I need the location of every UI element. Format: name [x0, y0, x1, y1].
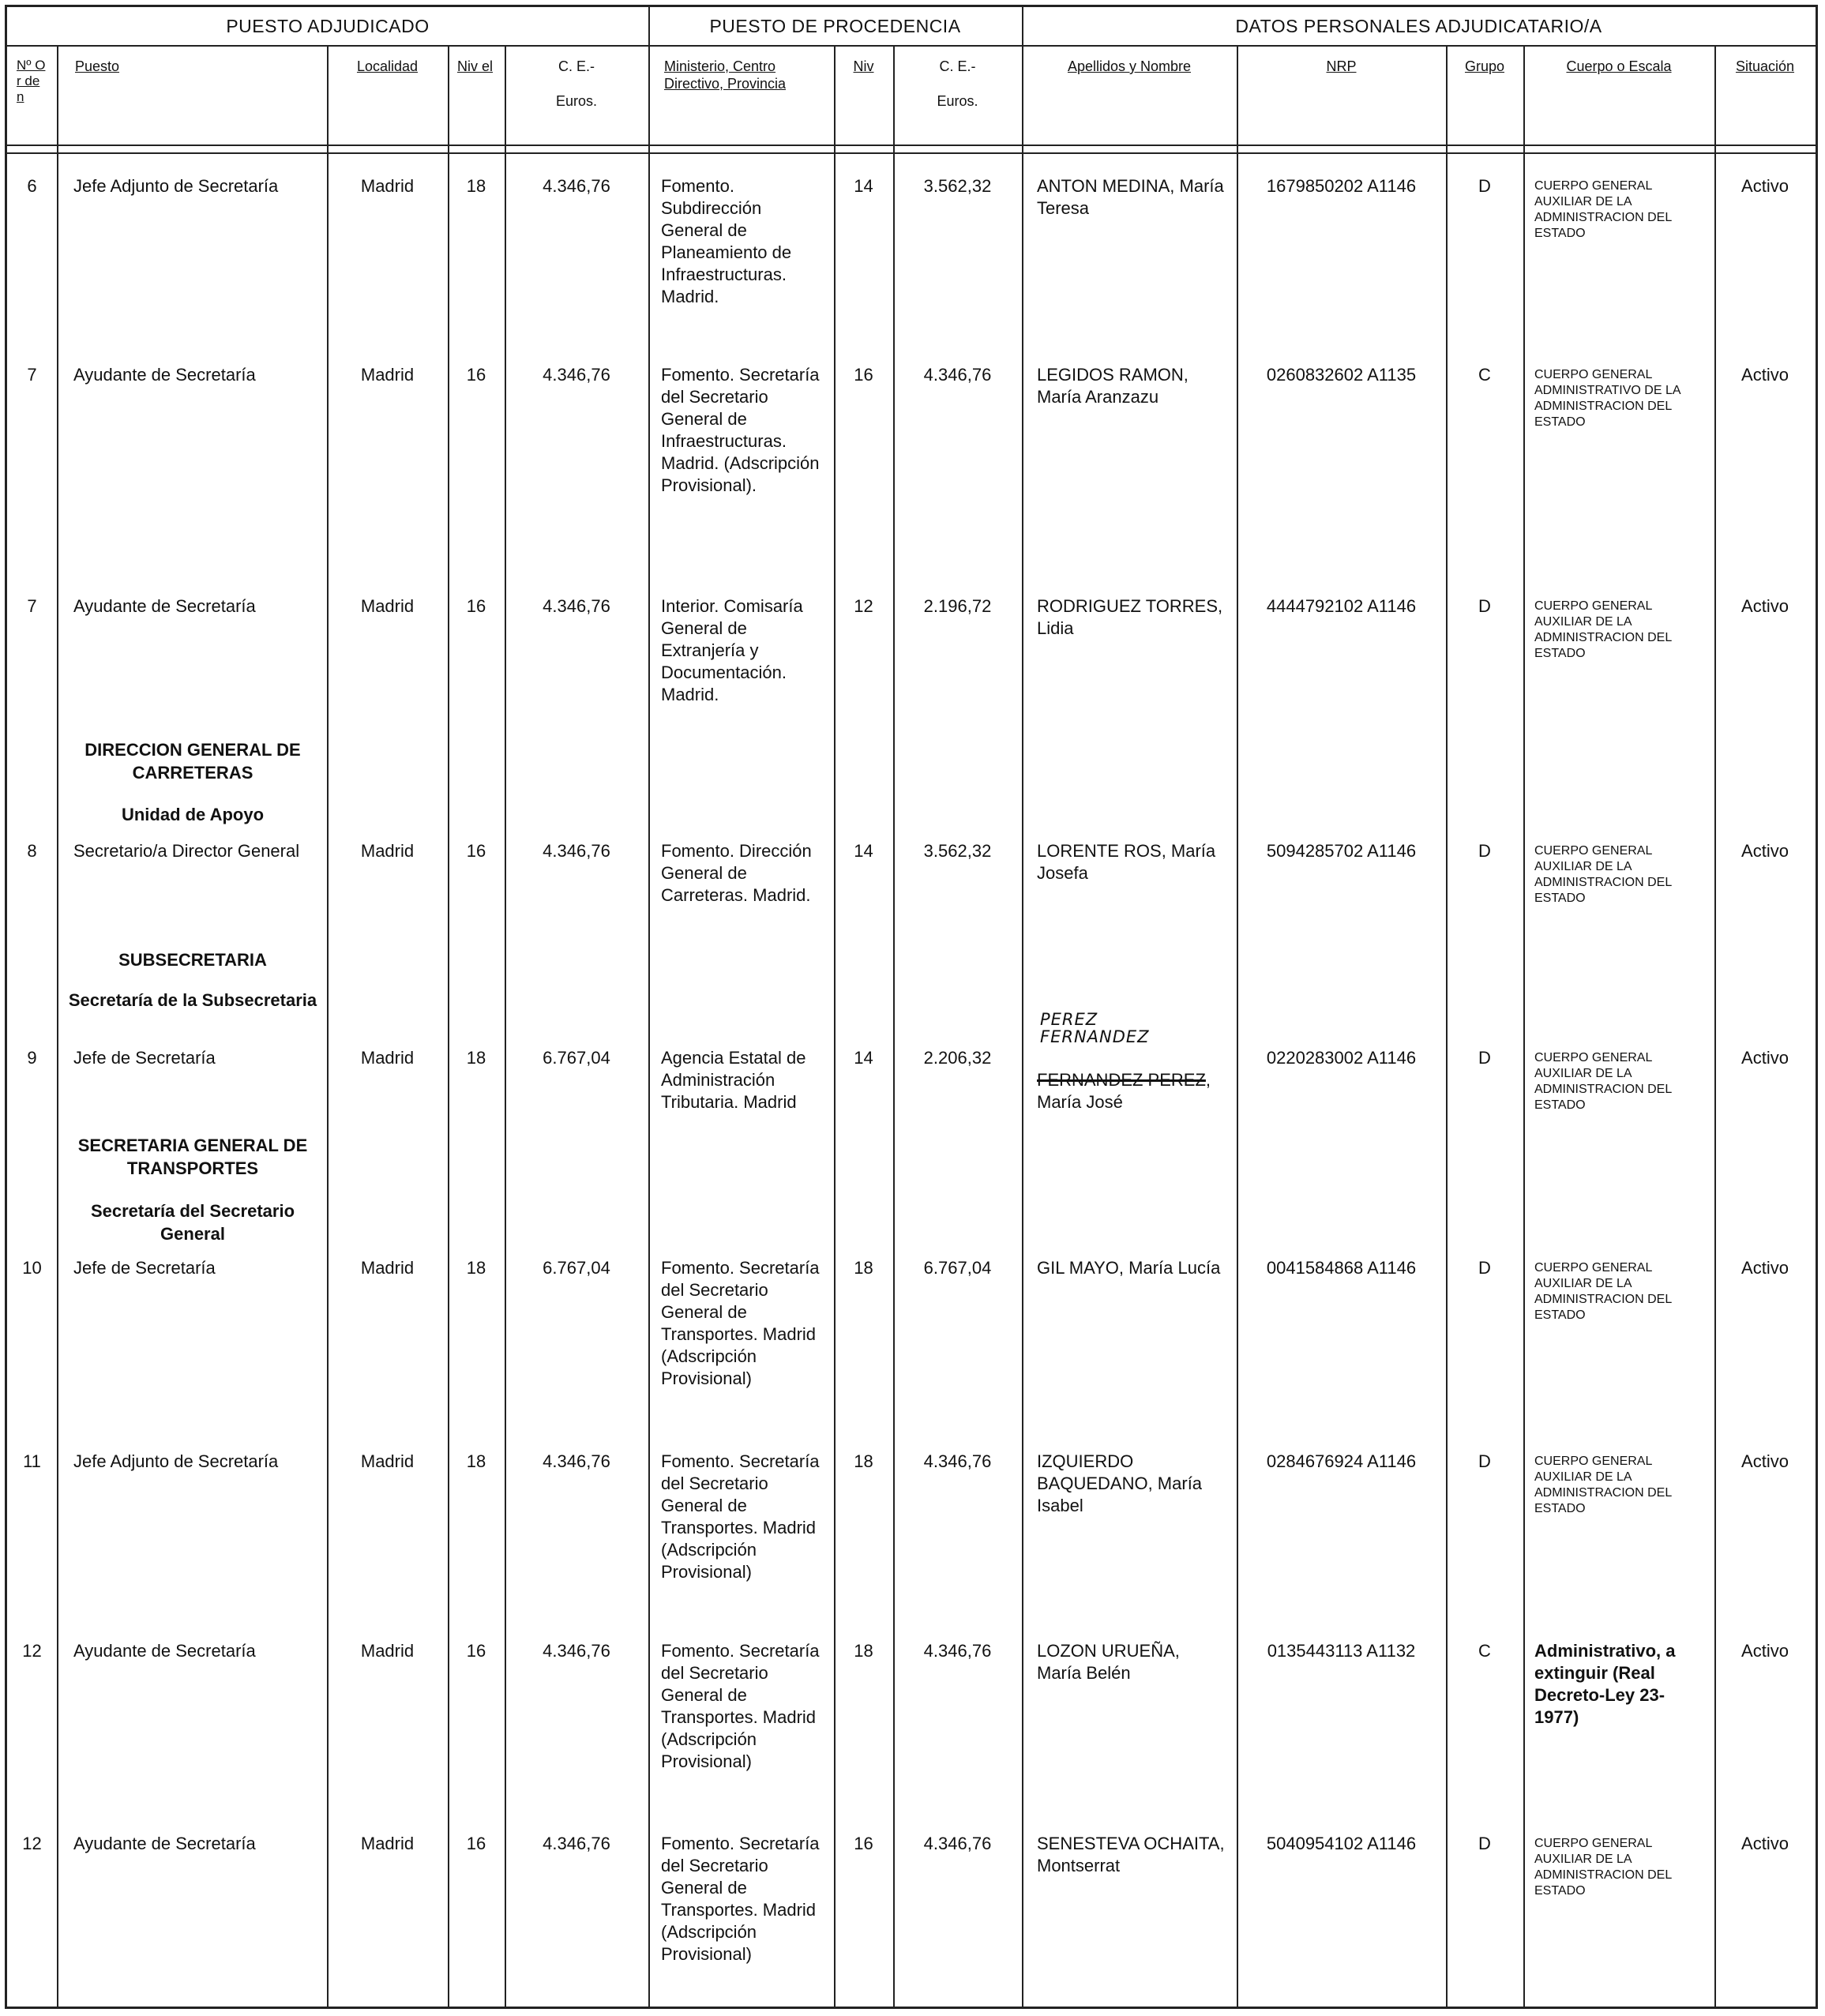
cell-orden: 10: [22, 1258, 42, 1278]
cell-nrp: 0041584868 A1146: [1266, 1258, 1417, 1278]
cell-ce2: 4.346,76: [923, 365, 992, 385]
cell-grupo: D: [1478, 1258, 1491, 1278]
group-header-puesto-adjudicado: PUESTO ADJUDICADO: [226, 16, 430, 36]
cell-localidad: Madrid: [360, 841, 415, 861]
cell-puesto: Jefe Adjunto de Secretaría: [73, 1451, 279, 1471]
header-ce-label: C. E.-: [558, 58, 595, 74]
cell-ce2: 4.346,76: [923, 1641, 992, 1661]
cell-grupo: D: [1478, 176, 1491, 196]
cell-niv: 18: [854, 1258, 873, 1278]
cell-localidad: Madrid: [360, 365, 415, 385]
cell-situacion: Activo: [1741, 1641, 1789, 1661]
cell-nombre: LOZON URUEÑA, María Belén: [1037, 1641, 1180, 1683]
cell-situacion: Activo: [1741, 596, 1789, 616]
cell-niv: 16: [854, 365, 873, 385]
cell-procedencia: Fomento. Secretaría del Secretario General de Transportes. Madrid (Adscripción Provisional): [661, 1258, 820, 1388]
column-header-rule-double: [7, 152, 1816, 154]
col-rule: [1446, 45, 1448, 2007]
header-ce2-unit: Euros.: [937, 93, 978, 109]
header-orden: Nº Or de n: [17, 58, 46, 104]
cell-niv: 14: [854, 1048, 873, 1068]
cell-nivel: 16: [466, 596, 486, 616]
cell-cuerpo: CUERPO GENERAL AUXILIAR DE LA ADMINISTRACION DEL ESTADO: [1534, 1051, 1672, 1112]
cell-localidad: Madrid: [360, 1048, 415, 1068]
cell-niv: 12: [854, 596, 873, 616]
cell-localidad: Madrid: [360, 176, 415, 196]
cell-niv: 16: [854, 1834, 873, 1853]
cell-nombre: SENESTEVA OCHAITA, Montserrat: [1037, 1834, 1225, 1875]
cell-puesto: Ayudante de Secretaría: [73, 1834, 256, 1853]
cell-procedencia: Agencia Estatal de Administración Tributaria. Madrid: [661, 1048, 806, 1112]
struck-name: FERNANDEZ PEREZ: [1037, 1070, 1206, 1090]
cell-situacion: Activo: [1741, 365, 1789, 385]
cell-nombre: LORENTE ROS, María Josefa: [1037, 841, 1216, 883]
cell-ce2: 4.346,76: [923, 1451, 992, 1471]
cell-nrp: 0284676924 A1146: [1266, 1451, 1417, 1471]
header-niv: Niv: [853, 58, 874, 74]
col-rule: [893, 45, 895, 2007]
handwritten-correction-line1: PEREZ: [1040, 1010, 1098, 1029]
cell-ce2: 2.206,32: [923, 1048, 992, 1068]
cell-situacion: Activo: [1741, 1834, 1789, 1853]
cell-nrp: 5094285702 A1146: [1266, 841, 1417, 861]
cell-nombre: [1032, 1069, 1234, 1113]
cell-ce: 4.346,76: [543, 841, 610, 861]
group-rule: [648, 7, 650, 2007]
cell-nombre: LEGIDOS RAMON, María Aranzazu: [1037, 365, 1189, 407]
cell-situacion: Activo: [1741, 841, 1789, 861]
cell-ce2: 4.346,76: [923, 1834, 992, 1853]
cell-nivel: 16: [466, 1641, 486, 1661]
cell-nrp: 5040954102 A1146: [1266, 1834, 1417, 1853]
cell-nrp: 1679850202 A1146: [1266, 176, 1417, 196]
col-rule: [327, 45, 329, 2007]
cell-grupo: C: [1478, 365, 1491, 385]
section-heading: SECRETARIA GENERAL DE TRANSPORTES: [77, 1136, 308, 1178]
cell-nombre: GIL MAYO, María Lucía: [1037, 1258, 1221, 1278]
header-nivel: Niv el: [457, 58, 494, 74]
cell-nivel: 18: [466, 1258, 486, 1278]
cell-situacion: Activo: [1741, 1258, 1789, 1278]
header-ce2-label: C. E.-: [939, 58, 976, 74]
group-header-datos-personales: DATOS PERSONALES ADJUDICATARIO/A: [1235, 16, 1602, 36]
header-ce-procedencia: [893, 58, 1022, 110]
cell-nivel: 16: [466, 1834, 486, 1853]
cell-grupo: C: [1478, 1641, 1491, 1661]
cell-procedencia: Fomento. Secretaría del Secretario General de Infraestructuras. Madrid. (Adscripción Provisional).: [661, 365, 820, 495]
col-rule: [1714, 45, 1716, 2007]
header-apellidos: Apellidos y Nombre: [1067, 58, 1192, 74]
cell-ce: 4.346,76: [543, 176, 610, 196]
cell-ce2: 3.562,32: [923, 176, 992, 196]
cell-nrp: 4444792102 A1146: [1266, 596, 1417, 616]
column-header-rule: [7, 145, 1816, 146]
cell-ce2: 6.767,04: [923, 1258, 992, 1278]
cell-procedencia: Fomento. Subdirección General de Planeamiento de Infraestructuras. Madrid.: [661, 176, 792, 306]
cell-niv: 18: [854, 1641, 873, 1661]
header-grupo: Grupo: [1464, 58, 1505, 74]
header-ministerio: Ministerio, Centro Directivo, Provincia: [664, 58, 787, 92]
cell-orden: 8: [27, 841, 37, 861]
header-ce: [505, 58, 648, 110]
cell-nombre: RODRIGUEZ TORRES, Lidia: [1037, 596, 1223, 638]
col-rule: [1523, 45, 1525, 2007]
cell-puesto: Ayudante de Secretaría: [73, 365, 256, 385]
cell-orden: 11: [23, 1451, 41, 1471]
group-header-rule: [7, 45, 1816, 47]
cell-orden: 6: [27, 176, 37, 196]
cell-puesto: Secretario/a Director General: [73, 841, 300, 861]
cell-ce2: 2.196,72: [923, 596, 992, 616]
cell-nivel: 16: [466, 365, 486, 385]
cell-situacion: Activo: [1741, 1451, 1789, 1471]
cell-nrp: 0260832602 A1135: [1266, 365, 1417, 385]
cell-nrp: 0220283002 A1146: [1266, 1048, 1417, 1068]
cell-localidad: Madrid: [360, 1834, 415, 1853]
cell-cuerpo: CUERPO GENERAL ADMINISTRATIVO DE LA ADMINISTRACION DEL ESTADO: [1534, 368, 1680, 429]
cell-grupo: D: [1478, 841, 1491, 861]
cell-niv: 18: [854, 1451, 873, 1471]
cell-puesto: Jefe Adjunto de Secretaría: [73, 176, 279, 196]
cell-procedencia: Fomento. Secretaría del Secretario General de Transportes. Madrid (Adscripción Provisional): [661, 1641, 820, 1771]
cell-cuerpo: CUERPO GENERAL AUXILIAR DE LA ADMINISTRACION DEL ESTADO: [1534, 844, 1672, 905]
section-heading: Secretaría del Secretario General: [90, 1201, 295, 1244]
cell-grupo: D: [1478, 1048, 1491, 1068]
cell-situacion: Activo: [1741, 1048, 1789, 1068]
cell-cuerpo: CUERPO GENERAL AUXILIAR DE LA ADMINISTRACION DEL ESTADO: [1534, 1837, 1672, 1898]
cell-grupo: D: [1478, 1834, 1491, 1853]
cell-procedencia: Fomento. Secretaría del Secretario General de Transportes. Madrid (Adscripción Provisional): [661, 1834, 820, 1964]
header-nrp: NRP: [1326, 58, 1357, 74]
header-cuerpo: Cuerpo o Escala: [1566, 58, 1672, 74]
section-heading: SUBSECRETARIA: [118, 950, 267, 970]
header-localidad: Localidad: [356, 58, 419, 74]
section-heading: DIRECCION GENERAL DE CARRETERAS: [84, 740, 301, 783]
col-rule: [1237, 45, 1238, 2007]
cell-ce: 4.346,76: [543, 1641, 610, 1661]
cell-nombre: ANTON MEDINA, María Teresa: [1037, 176, 1224, 218]
col-rule: [448, 45, 449, 2007]
col-rule: [57, 45, 58, 2007]
cell-ce: 4.346,76: [543, 1451, 610, 1471]
cell-ce: 6.767,04: [543, 1258, 610, 1278]
col-rule: [834, 45, 836, 2007]
cell-localidad: Madrid: [360, 1258, 415, 1278]
handwritten-correction-line2: FERNANDEZ: [1040, 1027, 1150, 1046]
cell-cuerpo: Administrativo, a extinguir (Real Decreto-Ley 23-1977): [1534, 1641, 1676, 1727]
cell-puesto: Ayudante de Secretaría: [73, 596, 256, 616]
cell-ce: 4.346,76: [543, 596, 610, 616]
cell-ce: 6.767,04: [543, 1048, 610, 1068]
section-heading: Secretaría de la Subsecretaria: [68, 990, 317, 1010]
cell-grupo: D: [1478, 1451, 1491, 1471]
cell-procedencia: Fomento. Dirección General de Carreteras. Madrid.: [661, 841, 812, 905]
group-rule: [1022, 7, 1023, 2007]
cell-orden: 7: [27, 365, 37, 385]
cell-nivel: 16: [466, 841, 486, 861]
cell-ce: 4.346,76: [543, 1834, 610, 1853]
group-header-puesto-procedencia: PUESTO DE PROCEDENCIA: [709, 16, 961, 36]
cell-puesto: Jefe de Secretaría: [73, 1258, 216, 1278]
cell-cuerpo: CUERPO GENERAL AUXILIAR DE LA ADMINISTRACION DEL ESTADO: [1534, 1455, 1672, 1515]
cell-nivel: 18: [466, 1048, 486, 1068]
cell-localidad: Madrid: [360, 1451, 415, 1471]
header-ce-unit: Euros.: [555, 93, 598, 109]
cell-orden: 7: [27, 596, 37, 616]
cell-niv: 14: [854, 176, 873, 196]
cell-procedencia: Fomento. Secretaría del Secretario General de Transportes. Madrid (Adscripción Provisional): [661, 1451, 820, 1582]
cell-localidad: Madrid: [360, 596, 415, 616]
cell-situacion: Activo: [1741, 176, 1789, 196]
cell-nombre: IZQUIERDO BAQUEDANO, María Isabel: [1037, 1451, 1203, 1515]
cell-niv: 14: [854, 841, 873, 861]
header-puesto: Puesto: [75, 58, 120, 74]
cell-ce2: 3.562,32: [923, 841, 992, 861]
cell-puesto: Jefe de Secretaría: [73, 1048, 216, 1068]
cell-procedencia: Interior. Comisaría General de Extranjería y Documentación. Madrid.: [661, 596, 803, 704]
cell-cuerpo: CUERPO GENERAL AUXILIAR DE LA ADMINISTRACION DEL ESTADO: [1534, 599, 1672, 660]
cell-grupo: D: [1478, 596, 1491, 616]
cell-nivel: 18: [466, 176, 486, 196]
cell-cuerpo: CUERPO GENERAL AUXILIAR DE LA ADMINISTRACION DEL ESTADO: [1534, 179, 1672, 240]
col-rule: [505, 45, 506, 2007]
cell-localidad: Madrid: [360, 1641, 415, 1661]
cell-orden: 12: [22, 1834, 42, 1853]
cell-puesto: Ayudante de Secretaría: [73, 1641, 256, 1661]
name-rest: , María José: [1037, 1070, 1211, 1112]
cell-orden: 9: [27, 1048, 37, 1068]
cell-nivel: 18: [466, 1451, 486, 1471]
document-table: [5, 5, 1818, 2009]
cell-nrp: 0135443113 A1132: [1267, 1641, 1416, 1661]
section-heading: Unidad de Apoyo: [121, 805, 265, 824]
cell-ce: 4.346,76: [543, 365, 610, 385]
header-situacion: Situación: [1735, 58, 1795, 74]
cell-cuerpo: CUERPO GENERAL AUXILIAR DE LA ADMINISTRACION DEL ESTADO: [1534, 1261, 1672, 1322]
cell-orden: 12: [22, 1641, 42, 1661]
